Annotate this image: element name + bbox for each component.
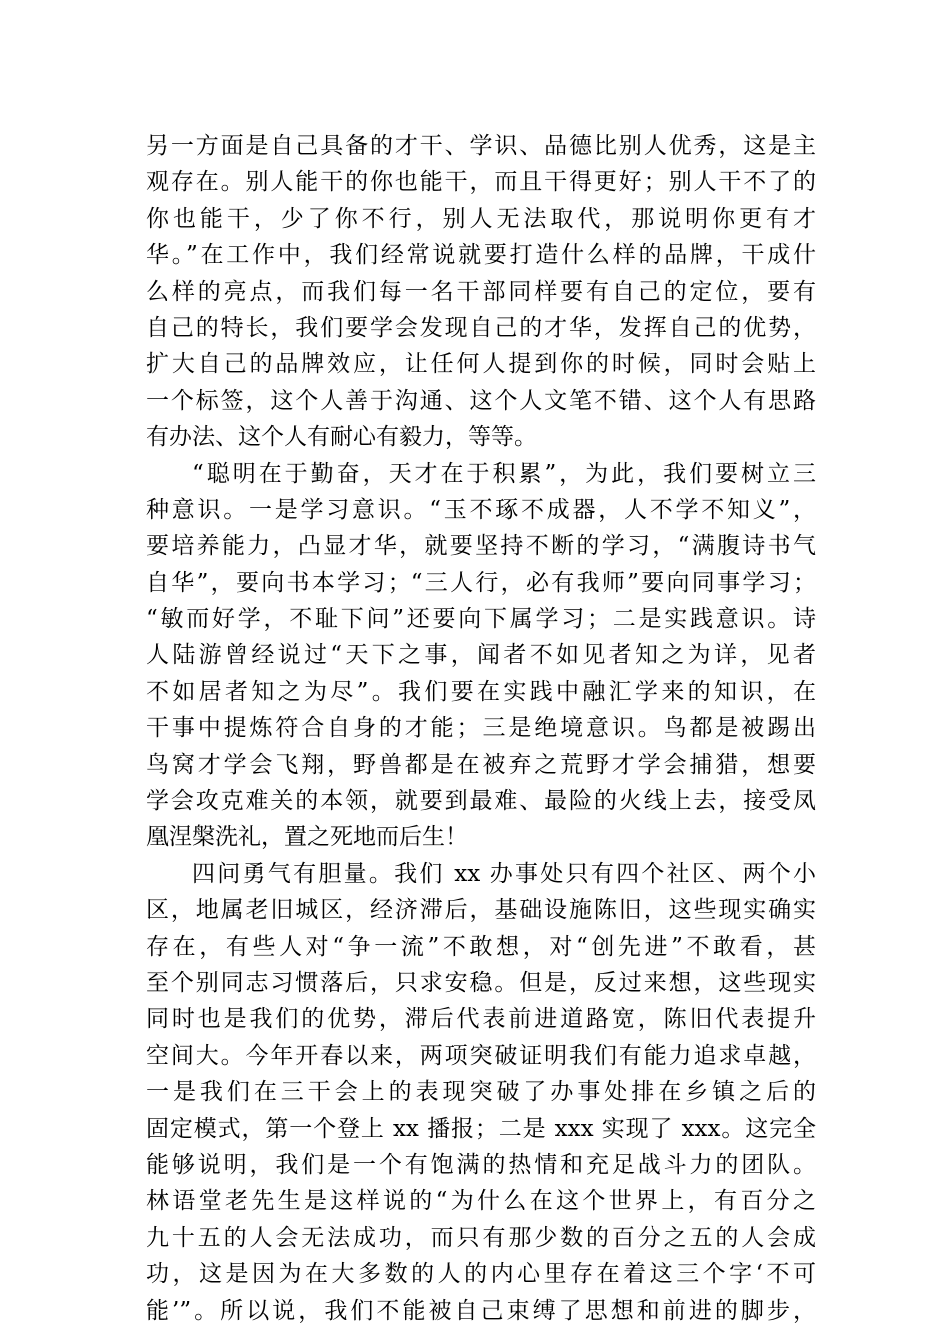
text-line: 存在，有些人对“争一流”不敢想，对“创先进”不敢看，甚 [146,933,816,960]
text-line: “敏而好学，不耻下问”还要向下属学习；二是实践意识。诗 [146,606,816,633]
paragraph-start-line: “聪明在于勤奋，天才在于积累”，为此，我们要树立三 [192,460,816,487]
text-line: 人陆游曾经说过“天下之事，闻者不如见者知之为详，见者 [146,642,816,669]
text-line: 你也能干，少了你不行，别人无法取代，那说明你更有才 [146,205,816,232]
text-line: 华。”在工作中，我们经常说就要打造什么样的品牌，干成什 [146,242,816,269]
text-line: 固定模式，第一个登上 xx 播报；二是 xxx 实现了 xxx。这完全 [146,1115,816,1142]
text-line: 区，地属老旧城区，经济滞后，基础设施陈旧，这些现实确实 [146,897,816,924]
text-line: 学会攻克难关的本领，就要到最难、最险的火线上去，接受凤 [146,788,816,815]
text-line: 自己的特长，我们要学会发现自己的才华，发挥自己的优势， [146,314,816,341]
body-text [146,128,816,1329]
text-line: 能够说明，我们是一个有饱满的热情和充足战斗力的团队。 [146,1151,816,1178]
text-line: 同时也是我们的优势，滞后代表前进道路宽，陈旧代表提升 [146,1006,816,1033]
text-line: 自华”，要向书本学习；“三人行，必有我师”要向同事学习； [146,569,816,596]
text-line: 能’”。所以说，我们不能被自己束缚了思想和前进的脚步， [146,1297,816,1324]
text-line: 一是我们在三干会上的表现突破了办事处排在乡镇之后的 [146,1079,816,1106]
text-line: 种意识。一是学习意识。“玉不琢不成器，人不学不知义”， [146,496,816,523]
text-line: 干事中提炼符合自身的才能；三是绝境意识。鸟都是被踢出 [146,715,816,742]
text-line: 要培养能力，凸显才华，就要坚持不断的学习，“满腹诗书气 [146,533,816,560]
text-line: 么样的亮点，而我们每一名干部同样要有自己的定位，要有 [146,278,816,305]
text-line: 凰涅槃洗礼，置之死地而后生！ [146,824,468,851]
text-line: 林语堂老先生是这样说的“为什么在这个世界上，有百分之 [146,1188,816,1215]
text-line: 至个别同志习惯落后，只求安稳。但是，反过来想，这些现实 [146,969,816,996]
text-line: 空间大。今年开春以来，两项突破证明我们有能力追求卓越， [146,1042,816,1069]
text-line: 另一方面是自己具备的才干、学识、品德比别人优秀，这是主 [146,133,816,159]
text-line: 观存在。别人能干的你也能干，而且干得更好；别人干不了的 [146,169,816,196]
paragraph-start-line: 四问勇气有胆量。我们 xx 办事处只有四个社区、两个小 [192,860,816,887]
text-line: 有办法、这个人有耐心有毅力，等等。 [146,424,537,451]
text-line: 一个标签，这个人善于沟通、这个人文笔不错、这个人有思路 [146,387,816,414]
text-line: 扩大自己的品牌效应，让任何人提到你的时候，同时会贴上 [146,351,816,378]
text-line: 九十五的人会无法成功，而只有那少数的百分之五的人会成 [146,1224,816,1251]
text-line: 不如居者知之为尽”。我们要在实践中融汇学来的知识，在 [146,678,816,705]
text-line: 功，这是因为在大多数的人的内心里存在着这三个字‘不可 [146,1261,816,1288]
text-line: 鸟窝才学会飞翔，野兽都是在被弃之荒野才学会捕猎，想要 [146,751,816,778]
